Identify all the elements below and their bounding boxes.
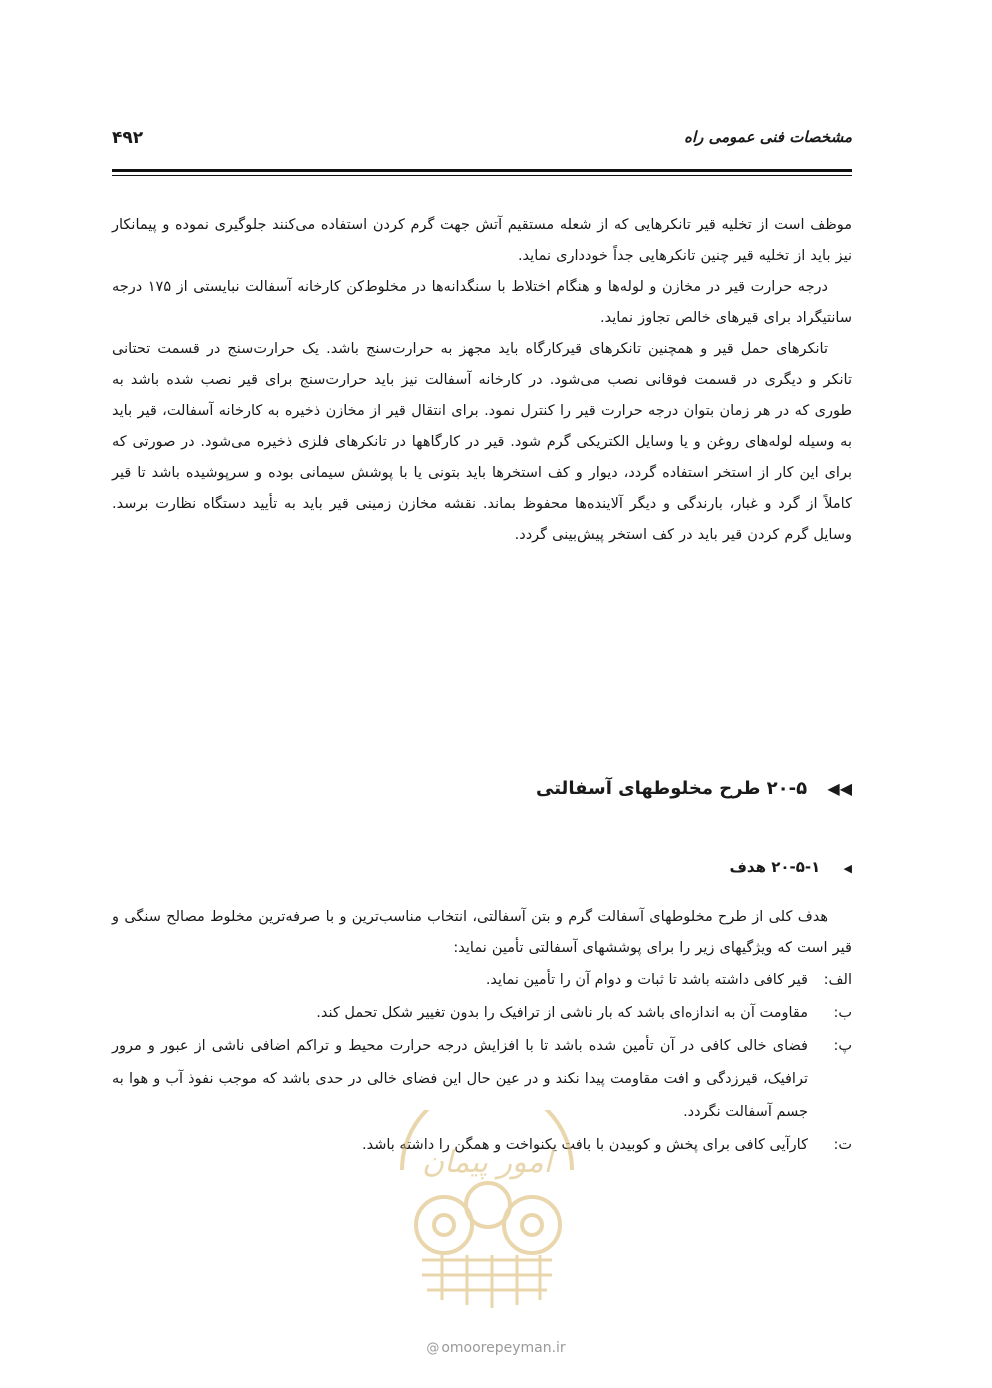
watermark-site <box>0 1340 992 1356</box>
watermark-lettering: امور پیمان <box>422 1145 552 1180</box>
list-item-text: کارآیی کافی برای پخش و کوبیدن با بافت یکنواخت و همگن را داشته باشد. <box>361 1137 808 1153</box>
page-number: ۴۹۲ <box>112 128 144 148</box>
page-header <box>112 128 852 152</box>
list-item <box>112 997 852 1030</box>
running-title: مشخصات فنی عمومی راه <box>684 128 852 146</box>
list-item-text: مقاومت آن به اندازه‌ای باشد که بار ناشی از ترافیک را بدون تغییر شکل تحمل کند. <box>316 1005 808 1021</box>
list-item-label: پ: <box>833 1038 852 1054</box>
section-heading <box>536 778 852 799</box>
list-item-label: ت: <box>833 1137 852 1153</box>
double-arrow-icon: ◀◀ <box>827 779 852 798</box>
paragraph: درجه حرارت قیر در مخازن و لوله‌ها و هنگام اختلاط با سنگدانه‌ها در مخلوط‌کن کارخانه آسفالت نبایستی از ۱۷۵ درجه سانتیگراد برای قیرهای خالص تجاوز نماید. <box>112 279 852 326</box>
list-item-label: الف: <box>823 972 852 988</box>
subsection-heading <box>730 858 853 876</box>
at-icon: @ <box>426 1341 440 1356</box>
body-text <box>112 210 852 551</box>
list-item-text: قیر کافی داشته باشد تا ثبات و دوام آن را تأمین نماید. <box>485 972 808 988</box>
list-item-text: فضای خالی کافی در آن تأمین شده باشد تا با افزایش درجه حرارت محیط و تراکم اضافی ناشی از عبور و مرور ترافیک، قیرزدگی و افت مقاومت پیدا نکند و در عین حال این فضای خالی در حدی باشد که موجب نفوذ آب و هوا به جسم آسفالت نگردد. <box>112 1038 808 1120</box>
header-rule-thick <box>112 169 852 172</box>
intro-paragraph: هدف کلی از طرح مخلوطهای آسفالت گرم و بتن آسفالتی، انتخاب مناسب‌ترین و با صرفه‌ترین مخلوط مصالح سنگی و قیر است که ویژگیهای زیر را برای پوششهای آسفالتی تأمین نماید: <box>112 909 852 956</box>
list-item <box>112 964 852 997</box>
section-title: ۲۰-۵ طرح مخلوطهای آسفالتی <box>536 778 808 799</box>
paragraph: موظف است از تخلیه قیر تانکرهایی که از شعله مستقیم آتش جهت گرم کردن استفاده می‌کنند جلوگیری نموده و پیمانکار نیز باید از تخلیه قیر چنین تانکرهایی جداً خودداری نماید. <box>112 217 852 264</box>
paragraph: تانکرهای حمل قیر و همچنین تانکرهای قیرکارگاه باید مجهز به حرارت‌سنج باشد. یک حرارت‌سنج در قسمت تحتانی تانکر و دیگری در قسمت فوقانی نصب می‌شود. در کارخانه آسفالت نیز باید حرارت‌سنج برای قیر نصب شده باشد به طوری که در هر زمان بتوان درجه حرارت قیر را کنترل نمود. برای انتقال قیر از مخازن ذخیره به کارخانه آسفالت، قیر باید به وسیله لوله‌های روغن و یا وسایل الکتریکی گرم شود. قیر در کارگاهها در تانکرهای فلزی ذخیره می‌شود. در صورتی که برای این کار از استخر استفاده گردد، دیوار و کف استخرها باید بتونی یا با پوشش سیمانی بوده و سرپوشیده باشد تا قیر کاملاً از گرد و غبار، بارندگی و دیگر آلاینده‌ها محفوظ بماند. نقشه مخازن زمینی قیر باید به تأیید دستگاه نظارت برسد. وسایل گرم کردن قیر باید در کف استخر پیش‌بینی گردد. <box>112 341 852 543</box>
watermark-logo <box>382 1110 592 1310</box>
header-rule-thin <box>112 175 852 176</box>
list-item-label: ب: <box>833 1005 852 1021</box>
subsection-title: ۲۰-۵-۱ هدف <box>729 858 821 876</box>
site-url: omoorepeyman.ir <box>441 1340 566 1356</box>
arrow-icon: ◀ <box>843 862 852 875</box>
